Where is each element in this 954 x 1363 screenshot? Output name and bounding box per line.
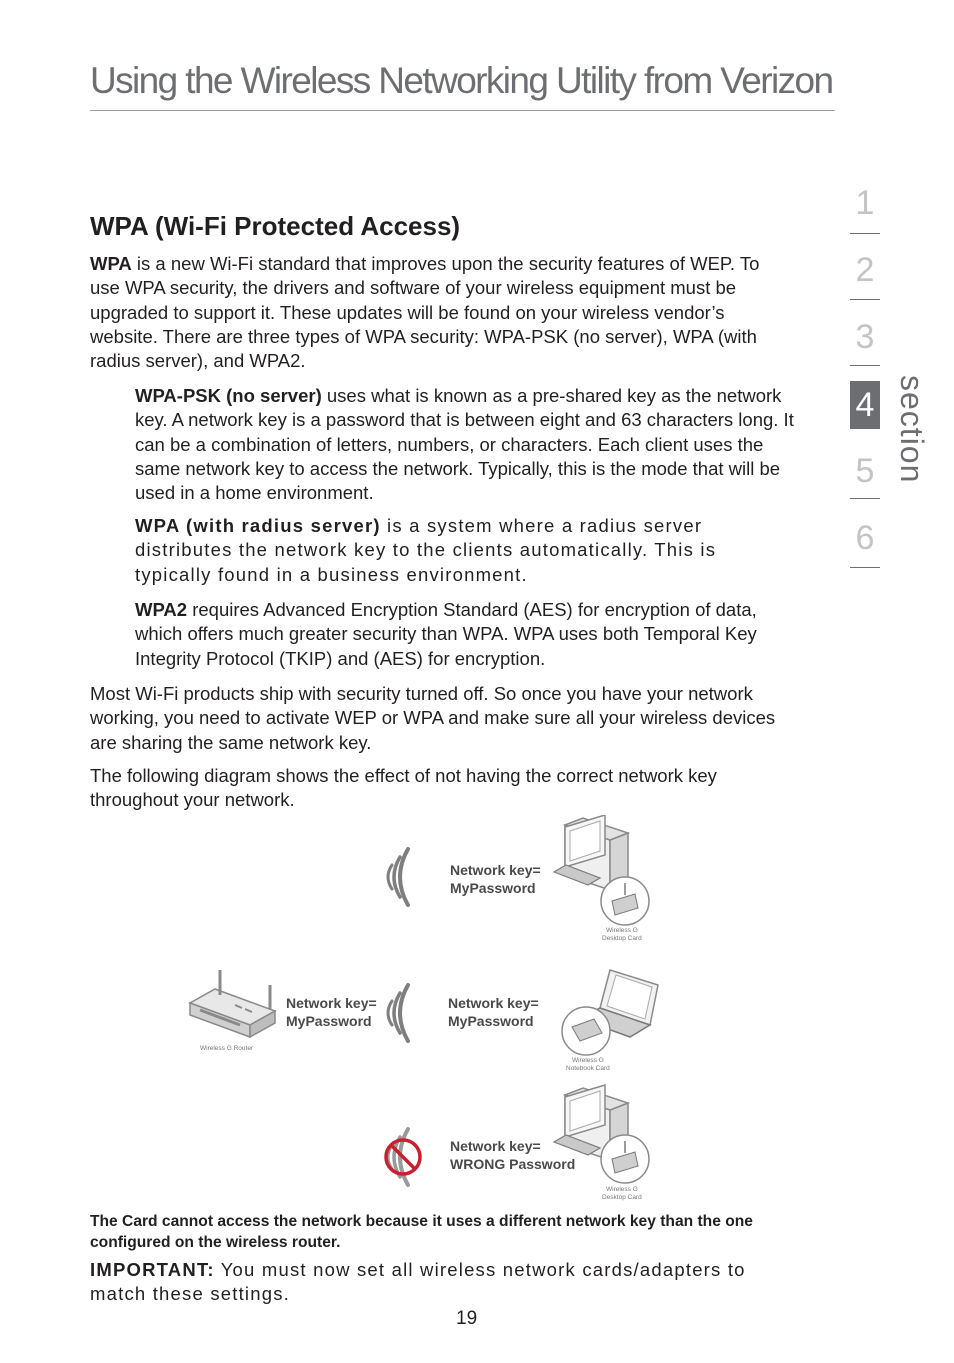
card-label-line1: Wireless G <box>605 1186 638 1193</box>
signal-waves-icon <box>388 985 408 1041</box>
desktop2-key-line1: Network key= <box>450 1138 541 1154</box>
important-note <box>90 1258 790 1307</box>
intro-paragraph <box>90 252 790 373</box>
desktop1-key-line1: Network key= <box>450 862 541 878</box>
page-header-title: Using the Wireless Networking Utility from Verizon <box>90 60 833 101</box>
section-number-4-active: 4 <box>850 381 880 429</box>
card-label-line2: Notebook Card <box>566 1064 610 1072</box>
section-number-5: 5 <box>855 452 875 490</box>
wpa-radius-text: is a system where a radius server distributes the network key to the clients automatically. This is typically found in a business environment. <box>135 515 717 585</box>
router-key-label <box>286 994 377 1030</box>
router-label: Wireless G Router <box>200 1045 254 1052</box>
section-number-3: 3 <box>855 318 875 356</box>
signal-waves-icon <box>388 849 408 905</box>
intro-bold: WPA <box>90 253 132 274</box>
wpa-psk-text: uses what is known as a pre-shared key as the network key. A network key is a password that is between eight and 63 characters long. It can be a combination of letters, numbers, or characters. Each client uses the same network key to access the network. Typically, this is the mode that will be used in a home environment. <box>135 385 794 504</box>
router-key-line1: Network key= <box>286 995 377 1011</box>
desktop-computer-icon <box>554 815 649 925</box>
notebook-key-line1: Network key= <box>448 995 539 1011</box>
card-label-line1: Wireless G <box>605 927 638 934</box>
desktop2-key-line2: WRONG Password <box>450 1156 576 1172</box>
desktop1-key-label <box>450 861 541 897</box>
desktop1-key-line2: MyPassword <box>450 880 536 896</box>
section-divider <box>850 233 880 234</box>
section-number-6: 6 <box>855 519 875 557</box>
header-divider <box>90 110 835 111</box>
wpa-psk-bold: WPA-PSK (no server) <box>135 385 322 406</box>
desktop2-card-label <box>602 1186 642 1201</box>
section-divider <box>850 498 880 499</box>
wpa2-text: requires Advanced Encryption Standard (AES) for encryption of data, which offers much greater security than WPA. WPA uses both Temporal Key Integrity Protocol (TKIP) and (AES) for encryption. <box>135 599 757 669</box>
diagram-caption: The Card cannot access the network because it uses a different network key than the one configured on the wireless router. <box>90 1213 753 1251</box>
card-label-line1: Wireless G <box>571 1057 604 1064</box>
wpa-radius-bold: WPA (with radius server) <box>135 515 381 536</box>
wpa2-paragraph <box>135 598 805 671</box>
wpa-radius-paragraph <box>135 514 785 587</box>
wpa2-bold: WPA2 <box>135 599 188 620</box>
section-divider <box>850 299 880 300</box>
section-divider <box>850 365 880 366</box>
section-heading: WPA (Wi-Fi Protected Access) <box>90 211 461 241</box>
diagram-graphics <box>180 815 680 1205</box>
notebook-key-label <box>448 994 539 1030</box>
blocked-signal-icon <box>386 1129 420 1185</box>
notebook-computer-icon <box>562 970 658 1055</box>
wpa-psk-paragraph <box>135 384 805 505</box>
intro-text: is a new Wi-Fi standard that improves upon the security features of WEP. To use WPA security, the drivers and software of your wireless equipment must be upgraded to support it. These updates will be found on your wireless vendor’s website. There are three types of WPA security: WPA-PSK (no server), WPA (with radius server), and WPA2. <box>90 253 760 372</box>
notebook-key-line2: MyPassword <box>448 1013 534 1029</box>
router-icon <box>190 970 275 1037</box>
card-label-line2: Desktop Card <box>602 934 642 942</box>
desktop2-key-label <box>450 1137 575 1173</box>
section-number-1: 1 <box>855 184 875 222</box>
card-label-line2: Desktop Card <box>602 1193 642 1201</box>
desktop1-card-label <box>602 927 642 942</box>
section-label: section <box>894 375 930 484</box>
section-divider <box>850 567 880 568</box>
network-key-diagram <box>180 815 680 1205</box>
page-number: 19 <box>456 1308 478 1329</box>
security-off-paragraph: Most Wi-Fi products ship with security turned off. So once you have your network working, you need to activate WEP or WPA and make sure all your wireless devices are sharing the same network key. <box>90 683 776 753</box>
router-key-line2: MyPassword <box>286 1013 372 1029</box>
diagram-intro-paragraph: The following diagram shows the effect of not having the correct network key throughout your network. <box>90 765 717 811</box>
section-number-2: 2 <box>855 251 875 289</box>
important-text: You must now set all wireless network cards/adapters to match these settings. <box>90 1259 746 1305</box>
important-bold: IMPORTANT: <box>90 1259 215 1280</box>
notebook-card-label <box>566 1057 610 1072</box>
